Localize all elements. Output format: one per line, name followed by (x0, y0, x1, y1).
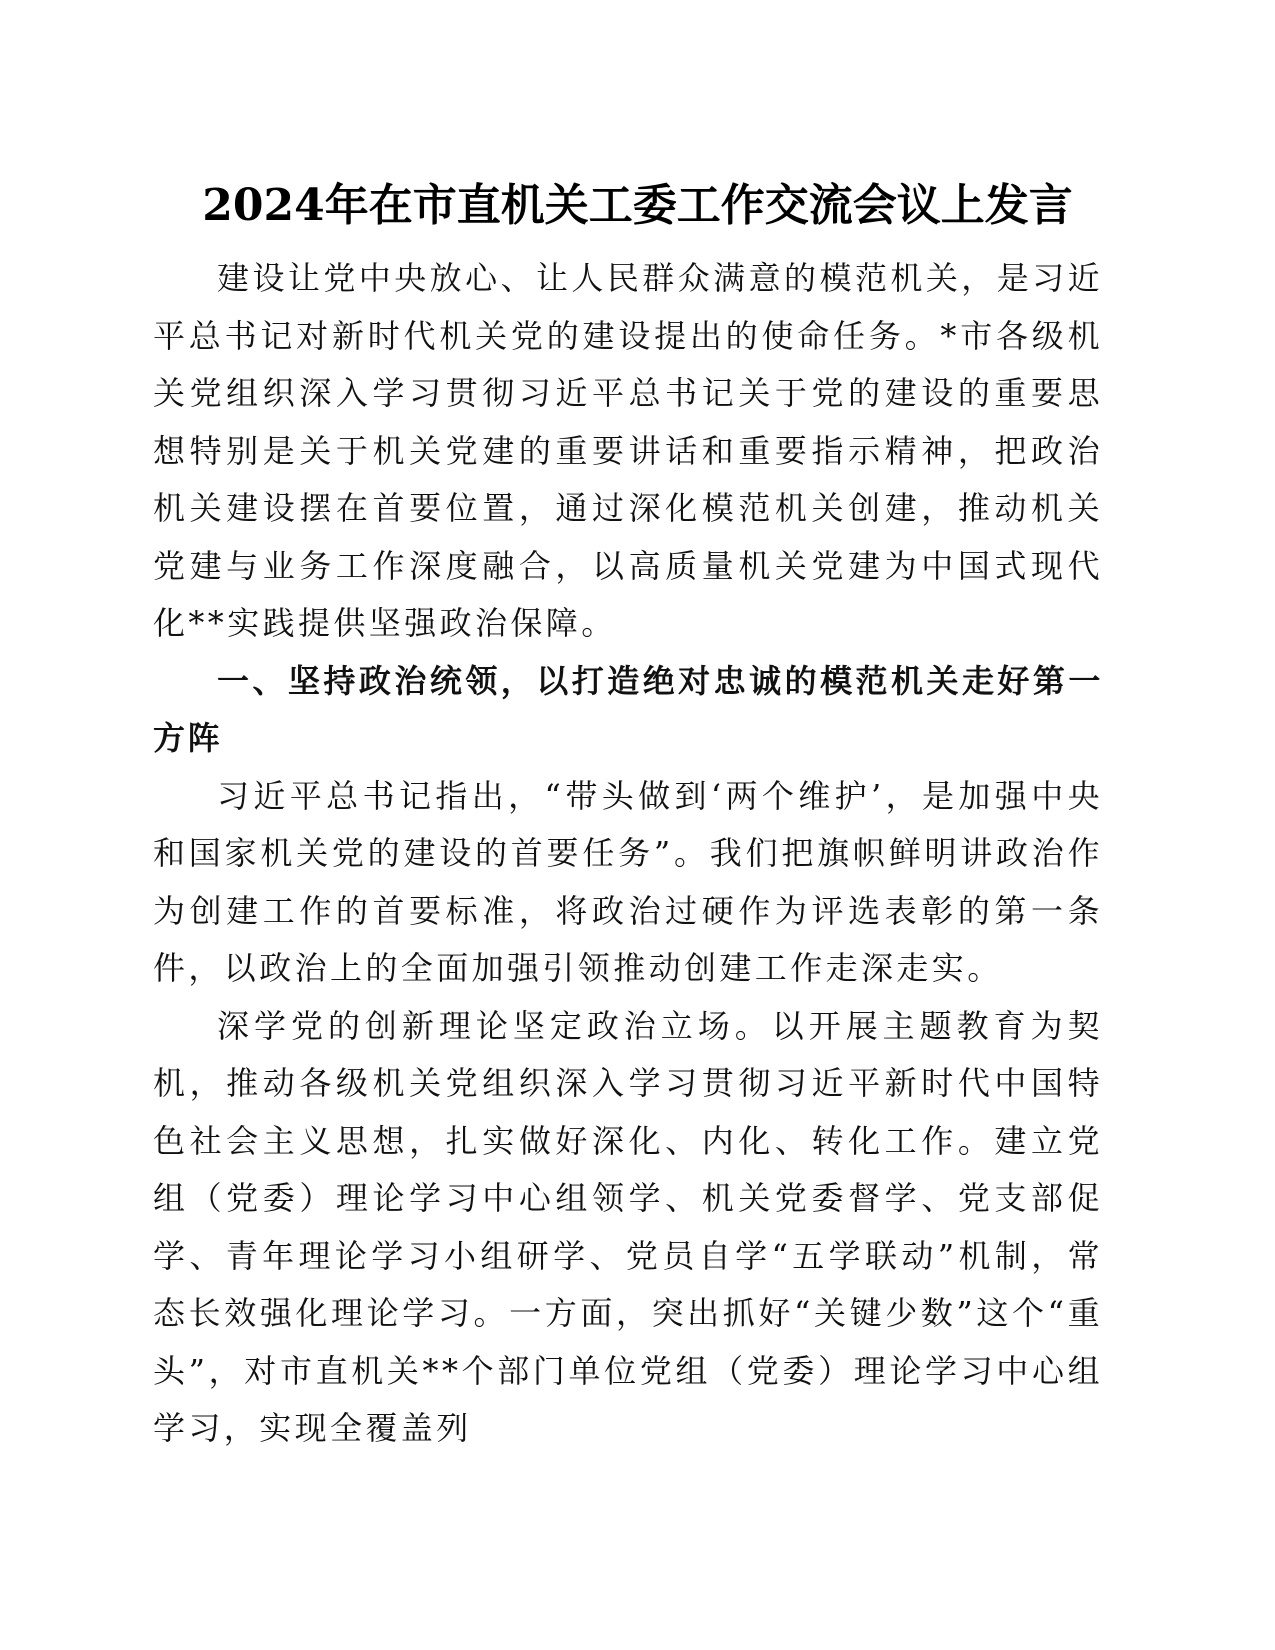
section-heading-1: 一、坚持政治统领，以打造绝对忠诚的模范机关走好第一方阵 (153, 661, 1103, 757)
document-title: 2024年在市直机关工委工作交流会议上发言 (202, 180, 1073, 231)
intro-paragraph: 建设让党中央放心、让人民群众满意的模范机关，是习近平总书记对新时代机关党的建设提出的使命任务。*市各级机关党组织深入学习贯彻习近平总书记关于党的建设的重要思想特别是关于机关党建的重要讲话和重要指示精神，把政治机关建设摆在首要位置，通过深化模范机关创建，推动机关党建与业务工作深度融合，以高质量机关党建为中国式现代化**实践提供坚强政治保障。 (153, 259, 1103, 642)
section-1-paragraph-1: 习近平总书记指出，“带头做到‘两个维护’，是加强中央和国家机关党的建设的首要任务”。我们把旗帜鲜明讲政治作为创建工作的首要标准，将政治过硬作为评选表彰的第一条件，以政治上的全面加强引领推动创建工作走深走实。 (153, 776, 1103, 987)
section-1-paragraph-2: 深学党的创新理论坚定政治立场。以开展主题教育为契机，推动各级机关党组织深入学习贯彻习近平新时代中国特色社会主义思想，扎实做好深化、内化、转化工作。建立党组（党委）理论学习中心组领学、机关党委督学、党支部促学、青年理论学习小组研学、党员自学“五学联动”机制，常态长效强化理论学习。一方面，突出抓好“关键少数”这个“重头”，对市直机关**个部门单位党组（党委）理论学习中心组学习，实现全覆盖列 (153, 1006, 1103, 1447)
document-body (153, 250, 1103, 1458)
